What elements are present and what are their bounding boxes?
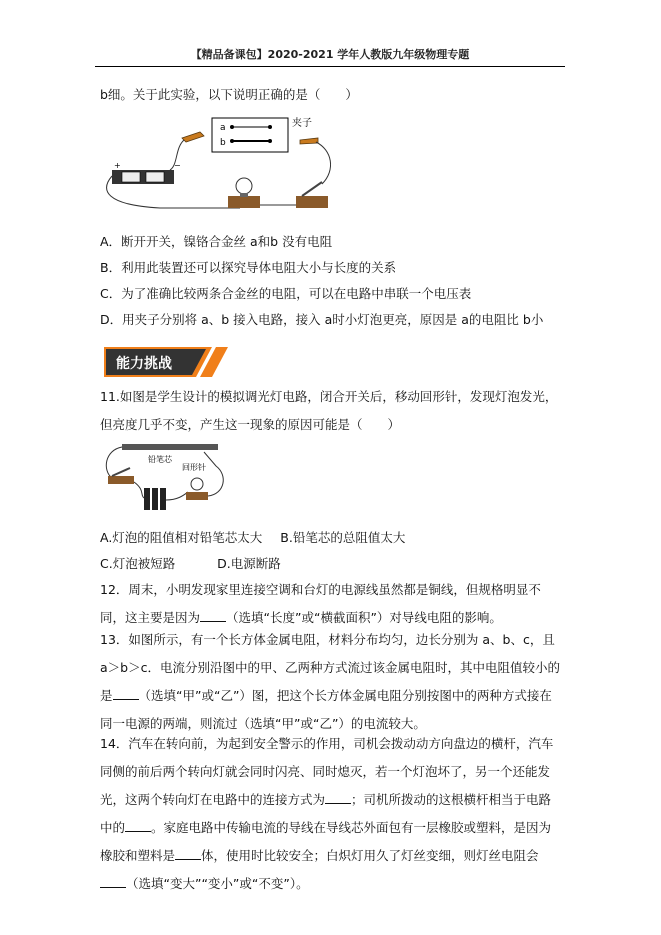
q10-option-a: A．断开开关，镍铬合金丝 a和b 没有电阻 bbox=[100, 234, 333, 249]
q11-option-a: A.灯泡的阻值相对铅笔芯太大 bbox=[100, 530, 263, 545]
q14-part2: ；司机所拨动的这根横杆相当于电路中的 bbox=[100, 792, 552, 835]
paperclip-label: 回形针 bbox=[182, 463, 206, 472]
q14-blank-2 bbox=[125, 821, 151, 832]
q10-option-c: C．为了准确比较两条合金丝的电阻，可以在电路中串联一个电压表 bbox=[100, 286, 472, 301]
q13-part2: （选填“甲”或“乙”）图，把这个长方体金属电阻分别按图中的两种方式接在同一电源的两端，则流过 bbox=[100, 688, 552, 731]
q14-part4: 体，使用时比较安全；白炽灯用久了灯丝变细，则灯丝电阻会 bbox=[201, 848, 539, 863]
q12-part1: 12．周末，小明发现家里连接空调和台灯的电源线虽然都是铜线，但规格明显不同，这主要是因为 bbox=[100, 582, 541, 625]
q10-option-d: D．用夹子分别将 a、b 接入电路，接入 a时小灯泡更亮，原因是 a的电阻比 b小 bbox=[100, 312, 544, 327]
section-title: 能力挑战 bbox=[116, 356, 172, 372]
q10-stem: b细。关于此实验，以下说明正确的是（ ） bbox=[100, 87, 358, 102]
wire-b-label: b bbox=[220, 138, 226, 148]
q14-text bbox=[100, 730, 562, 898]
q11-circuit-figure bbox=[100, 440, 240, 520]
q11-options-row2 bbox=[100, 557, 281, 571]
q12-text bbox=[100, 576, 562, 632]
q13-part1: 13．如图所示，有一个长方体金属电阻，材料分布均匀，边长分别为 a、b、c，且 a＞b＞c．电流分别沿图中的甲、乙两种方式流过该金属电阻时，其中电阻值较小的是 bbox=[100, 632, 560, 703]
wire-a-label: a bbox=[220, 123, 226, 133]
q11-option-d: D.电源断路 bbox=[217, 556, 281, 571]
q13-part3: （选填“甲”或“乙”）的电流较大。 bbox=[237, 716, 426, 731]
q11-option-c: C.灯泡被短路 bbox=[100, 556, 176, 571]
q12-blank bbox=[200, 611, 226, 622]
q14-part1: 14．汽车在转向前，为起到安全警示的作用，司机会拨动动方向盘边的横杆，汽车同侧的前后两个转向灯就会同时闪亮、同时熄灭，若一个灯泡坏了，另一个还能发光，这两个转向灯在电路中的连接方式为 bbox=[100, 736, 554, 807]
q14-blank-3 bbox=[175, 849, 201, 860]
q12-part2: （选填“长度”或“横截面积”）对导线电阻的影响。 bbox=[226, 610, 502, 625]
q13-blank-1 bbox=[113, 689, 139, 700]
q11-option-b: B.铅笔芯的总阻值太大 bbox=[280, 530, 406, 545]
svg-text:−: − bbox=[174, 161, 181, 170]
q14-part5: （选填“变大”“变小”或“不变”）。 bbox=[126, 876, 309, 891]
page-header: 【精品备课包】2020-2021 学年人教版九年级物理专题 bbox=[95, 46, 565, 67]
q14-blank-1 bbox=[325, 793, 351, 804]
q10-circuit-figure bbox=[100, 110, 360, 220]
q14-blank-4 bbox=[100, 877, 126, 888]
pencil-label: 铅笔芯 bbox=[148, 455, 172, 464]
clip-label: 夹子 bbox=[292, 118, 312, 129]
q14-part3: 。家庭电路中传输电流的导线在导线芯外面包有一层橡胶或塑料，是因为橡胶和塑料是 bbox=[100, 820, 552, 863]
q13-text bbox=[100, 626, 562, 738]
q11-options-row1 bbox=[100, 531, 405, 545]
section-banner bbox=[100, 345, 230, 379]
q11-stem: 11.如图是学生设计的模拟调光灯电路，闭合开关后，移动回形针，发现灯泡发光，但亮度几乎不变，产生这一现象的原因可能是（ ） bbox=[100, 389, 558, 432]
svg-text:+: + bbox=[114, 161, 121, 170]
q10-option-b: B．利用此装置还可以探究导体电阻大小与长度的关系 bbox=[100, 260, 397, 275]
